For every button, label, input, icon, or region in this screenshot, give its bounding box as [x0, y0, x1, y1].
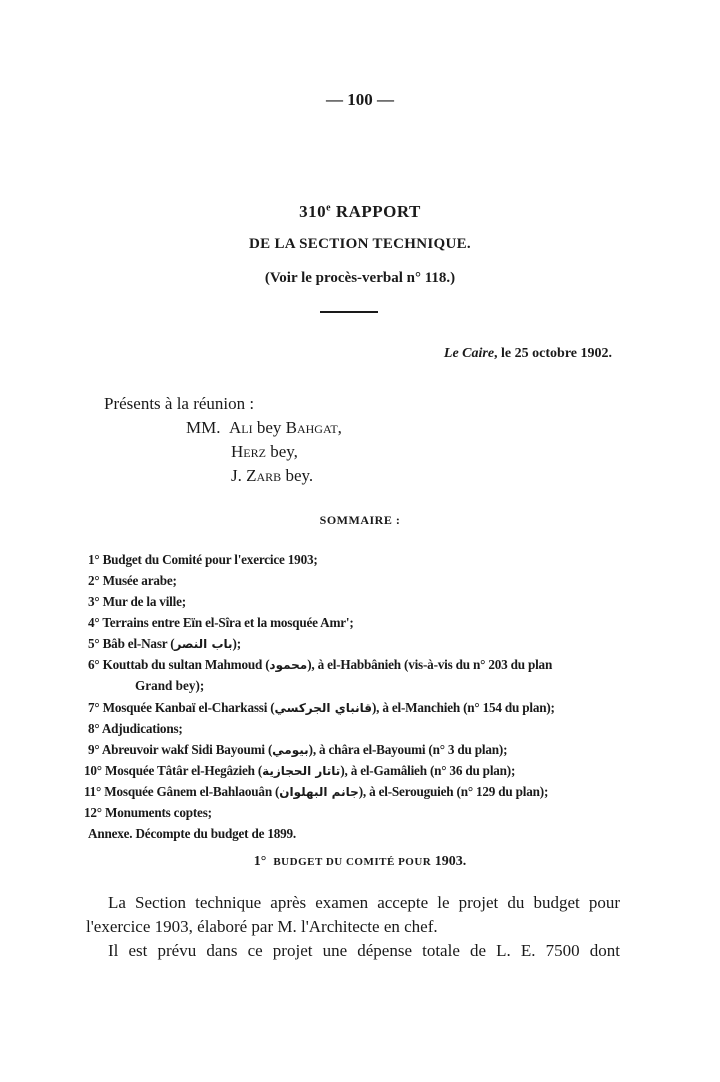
member-title: bey, — [265, 442, 298, 461]
page-number: — 100 — — [326, 90, 394, 109]
summary-heading: SOMMAIRE : — [319, 513, 401, 527]
member-name: Herz — [231, 442, 266, 461]
dateline-place: Le Caire — [443, 346, 495, 361]
arabic-script: باب النصر — [174, 637, 233, 651]
member-end: bey. — [281, 466, 314, 485]
summary-item: 8° Adjudications; — [88, 721, 183, 736]
summary-item: 10° Mosquée Tâtâr el-Hegâzieh (تاتار الحجازية), à el-Gamâlieh (n° 36 du plan); — [84, 763, 516, 778]
arabic-script: قانباي الجركسي — [274, 701, 372, 715]
member-surname: Zarb — [246, 466, 282, 485]
section-heading-text: BUDGET DU COMITÉ POUR — [273, 856, 432, 868]
member-end: , — [337, 418, 342, 437]
report-title — [0, 202, 720, 222]
report-subtitle: DE LA SECTION TECHNIQUE. — [249, 236, 471, 252]
attendance-member-1 — [186, 418, 342, 438]
arabic-script: محمود — [269, 658, 308, 672]
body-paragraph-line: La Section technique après examen accepte le projet du budget pour — [108, 893, 620, 912]
summary-item: 11° Mosquée Gânem el-Bahlaouân (جانم البهلوان), à el-Serouguieh (n° 129 du plan); — [84, 784, 549, 799]
summary-item: 12° Monuments coptes; — [84, 805, 212, 820]
body-paragraph-line: l'exercice 1903, élaboré par M. l'Architecte en chef. — [86, 917, 438, 936]
report-number-suffix: e — [326, 202, 332, 214]
section-year: 1903. — [434, 854, 467, 869]
report-reference: (Voir le procès-verbal n° 118.) — [264, 270, 456, 286]
arabic-script: جانم البهلوان — [279, 785, 359, 799]
dateline-date: , le 25 octobre 1902. — [494, 346, 612, 361]
arabic-script: بيومي — [272, 743, 309, 757]
summary-item: 7° Mosquée Kanbaï el-Charkassi (قانباي الجركسي), à el-Manchieh (n° 154 du plan); — [88, 700, 555, 715]
body-paragraph-line: Il est prévu dans ce projet une dépense totale de L. E. 7500 dont — [108, 941, 620, 960]
attendance-member-3 — [231, 466, 313, 486]
member-name: Ali — [228, 418, 253, 437]
dateline — [444, 346, 612, 362]
summary-item: 6° Kouttab du sultan Mahmoud (محمود), à el-Habbânieh (vis-à-vis du n° 203 du plan — [88, 657, 553, 672]
attendance-prefix: MM. — [186, 418, 221, 437]
attendance-intro: Présents à la réunion : — [104, 394, 255, 413]
report-title-text: RAPPORT — [335, 202, 421, 221]
arabic-script: تاتار الحجازية — [262, 764, 341, 778]
section-heading — [0, 854, 720, 870]
summary-item-continuation: Grand bey); — [135, 678, 205, 693]
member-title: bey — [252, 418, 286, 437]
divider — [320, 311, 378, 313]
member-surname: Bahgat — [285, 418, 338, 437]
summary-item: 9° Abreuvoir wakf Sidi Bayoumi (بيومي), à châra el-Bayoumi (n° 3 du plan); — [88, 742, 508, 757]
summary-item: 2° Musée arabe; — [88, 573, 177, 588]
summary-item: 1° Budget du Comité pour l'exercice 1903; — [88, 552, 318, 567]
summary-item: 4° Terrains entre Eïn el-Sîra et la mosquée Amr'; — [88, 615, 354, 630]
attendance-member-2 — [231, 442, 298, 462]
report-number: 310 — [299, 202, 327, 221]
summary-annex: Annexe. Décompte du budget de 1899. — [88, 826, 297, 841]
section-number: 1° — [253, 854, 267, 869]
summary-item: 3° Mur de la ville; — [88, 594, 186, 609]
summary-item: 5° Bâb el-Nasr (باب النصر); — [88, 636, 241, 651]
member-name: J. — [231, 466, 247, 485]
